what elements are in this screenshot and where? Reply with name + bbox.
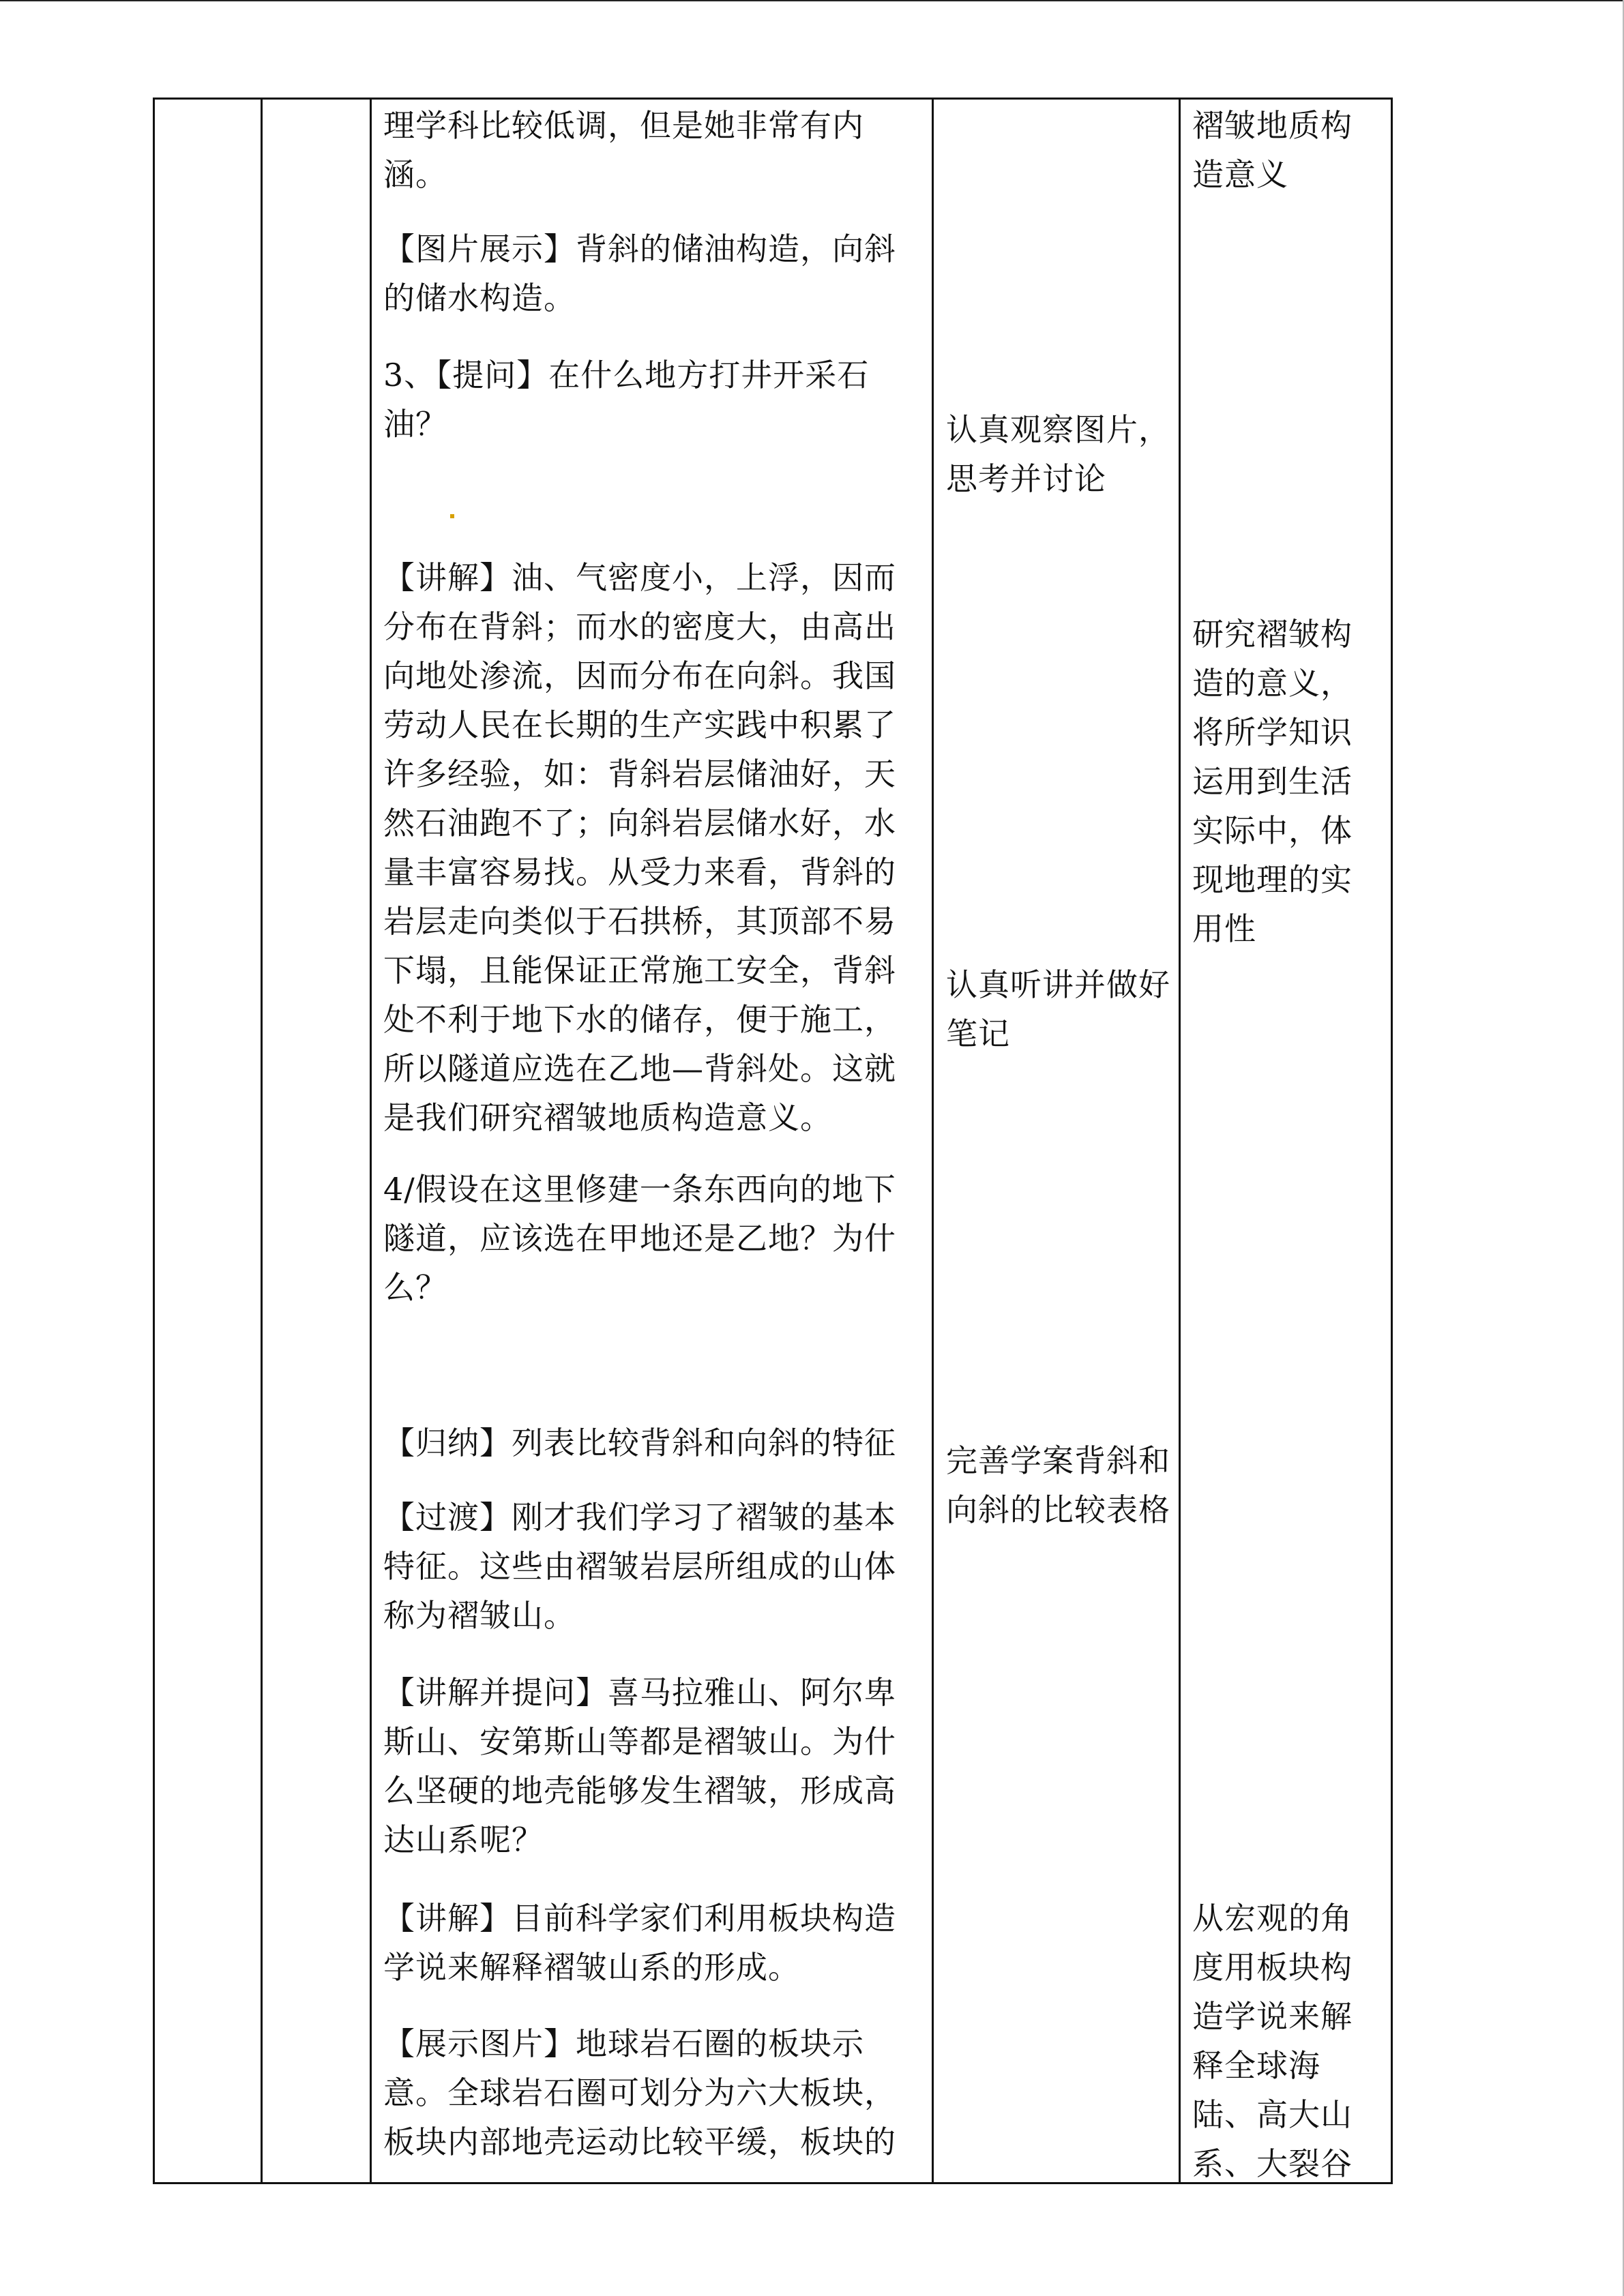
student-paragraph-2: 认真听讲并做好笔记 xyxy=(946,966,1170,1052)
lesson-plan-table xyxy=(153,98,1393,2184)
intent-paragraph-1: 褶皱地质构造意义 xyxy=(1192,107,1353,193)
teacher-paragraph-1: 理学科比较低调，但是她非常有内涵。 xyxy=(383,107,864,193)
small-yellow-mark xyxy=(450,514,454,518)
column-divider xyxy=(370,100,372,2182)
teacher-paragraph-5: 4/假设在这里修建一条东西向的地下隧道，应该选在甲地还是乙地？为什么？ xyxy=(383,1171,896,1306)
column-divider xyxy=(261,100,263,2182)
teacher-paragraph-6: 【归纳】列表比较背斜和向斜的特征 xyxy=(383,1425,896,1461)
student-paragraph-1: 认真观察图片，思考并讨论 xyxy=(946,411,1170,497)
intent-paragraph-3: 从宏观的角度用板块构造学说来解释全球海陆、高大山系、大裂谷 xyxy=(1192,1900,1353,2182)
column-divider xyxy=(1179,100,1181,2182)
teacher-activity-cell xyxy=(383,100,915,2182)
teacher-paragraph-3: 3、【提问】在什么地方打井开采石油？ xyxy=(383,357,870,443)
student-activity-cell xyxy=(946,100,1171,2182)
teacher-paragraph-7: 【过渡】刚才我们学习了褶皱的基本特征。这些由褶皱岩层所组成的山体称为褶皱山。 xyxy=(383,1499,896,1634)
teacher-paragraph-8: 【讲解并提问】喜马拉雅山、阿尔卑斯山、安第斯山等都是褶皱山。为什么坚硬的地壳能够发生褶皱，形成高达山系呢？ xyxy=(383,1674,896,1858)
page-top-rule xyxy=(0,0,1624,1)
column-divider xyxy=(932,100,934,2182)
intent-paragraph-2: 研究褶皱构造的意义，将所学知识运用到生活实际中，体现地理的实用性 xyxy=(1192,616,1353,947)
teacher-paragraph-4: 【讲解】油、气密度小，上浮，因而分布在背斜；而水的密度大，由高出向地处渗流，因而分布在向斜。我国劳动人民在长期的生产实践中积累了许多经验，如：背斜岩层储油好，天然石油跑不了；向斜岩层储水好，水量丰富容易找。从受力来看，背斜的岩层走向类似于石拱桥，其顶部不易下塌，且能保证正常施工安全，背斜处不利于地下水的储存，便于施工，所以隧道应选在乙地—背斜处。这就是我们研究褶皱地质构造意义。 xyxy=(383,559,896,1136)
student-paragraph-3: 完善学案背斜和向斜的比较表格 xyxy=(946,1442,1170,1528)
teacher-paragraph-9: 【讲解】目前科学家们利用板块构造学说来解释褶皱山系的形成。 xyxy=(383,1900,896,1986)
teacher-paragraph-10: 【展示图片】地球岩石圈的板块示意。全球岩石圈可划分为六大板块，板块内部地壳运动比较平缓，板块的 xyxy=(383,2025,896,2160)
teacher-paragraph-2: 【图片展示】背斜的储油构造，向斜的储水构造。 xyxy=(383,230,896,316)
design-intent-cell xyxy=(1192,100,1383,2182)
